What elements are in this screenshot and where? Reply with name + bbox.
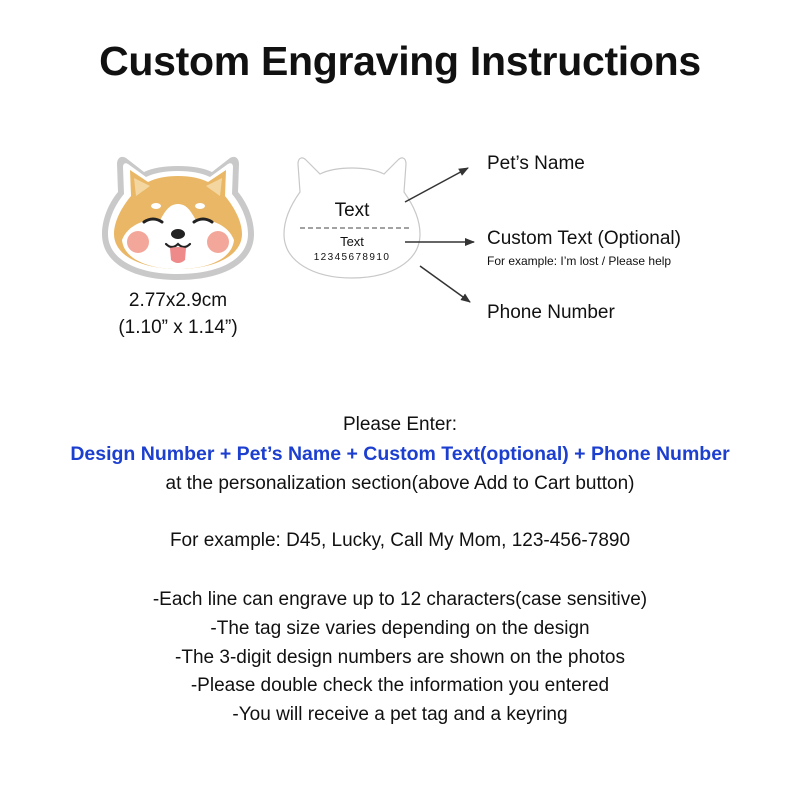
page-title: Custom Engraving Instructions xyxy=(99,38,701,84)
label-phone-number: Phone Number xyxy=(487,302,615,323)
rule-item: -Each line can engrave up to 12 characters(case sensitive) xyxy=(152,589,648,610)
tag-phone-text: 12345678910 xyxy=(313,252,391,263)
entry-location: at the personalization section(above Add to Cart button) xyxy=(165,473,635,494)
tag-size-cm: 2.77x2.9cm xyxy=(128,290,228,311)
arrow-to-phone-number xyxy=(420,266,470,302)
rule-item: -The tag size varies depending on the design xyxy=(210,618,590,639)
label-custom-text-main: Custom Text xyxy=(487,228,593,249)
tag-custom-text: Text xyxy=(340,234,364,249)
label-custom-text xyxy=(487,228,681,250)
entry-example: For example: D45, Lucky, Call My Mom, 123-456-7890 xyxy=(169,530,631,551)
entry-formula: Design Number + Pet’s Name + Custom Text(optional) + Phone Number xyxy=(70,443,730,465)
rule-item: -You will receive a pet tag and a keyring xyxy=(232,704,568,725)
label-custom-example: For example: I’m lost / Please help xyxy=(487,254,672,268)
instructions-heading: Please Enter: xyxy=(342,414,458,435)
rule-item: -Please double check the information you entered xyxy=(190,675,610,696)
arrow-to-pets-name xyxy=(405,168,468,202)
label-pets-name: Pet’s Name xyxy=(487,153,585,174)
label-optional: (Optional) xyxy=(597,228,681,249)
tag-size-inches: (1.10” x 1.14”) xyxy=(118,317,238,338)
rule-item: -The 3-digit design numbers are shown on the photos xyxy=(175,647,625,668)
tag-pet-name-text: Text xyxy=(334,200,370,221)
